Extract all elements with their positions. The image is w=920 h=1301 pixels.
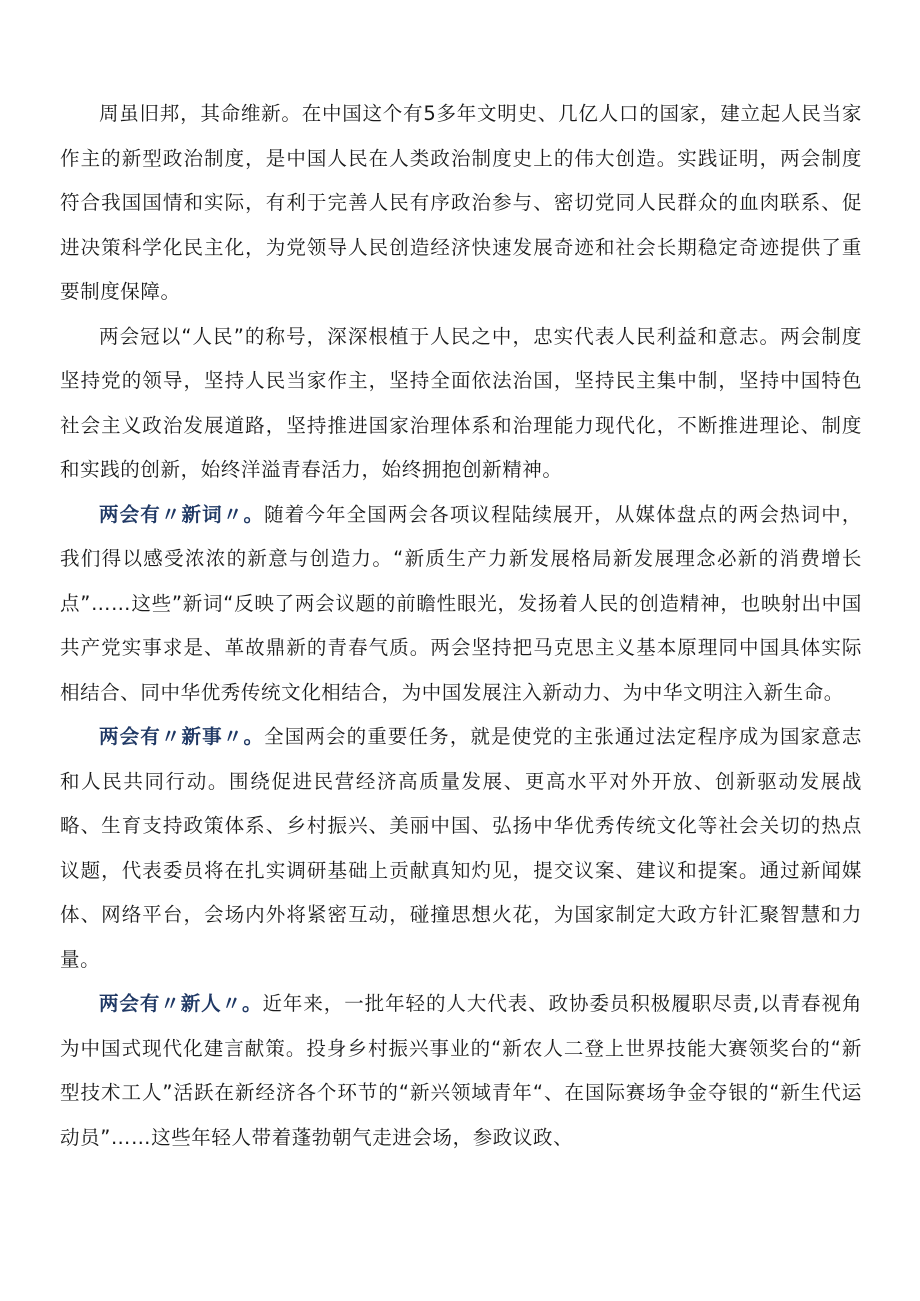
paragraph-new-words: [60, 493, 862, 716]
paragraph-heading: 两会有〃新词〃。: [99, 502, 265, 526]
paragraph-body: 周虽旧邦，其命维新。在中国这个有5多年文明史、几亿人口的国家，建立起人民当家作主的新型政治制度，是中国人民在人类政治制度史上的伟大创造。实践证明，两会制度符合我国国情和实际，有利于完善人民有序政治参与、密切党同人民群众的血肉联系、促进决策科学化民主化，为党领导人民创造经济快速发展奇迹和社会长期稳定奇迹提供了重要制度保障。: [60, 102, 862, 303]
paragraph-heading: 两会有〃新事〃。: [99, 725, 265, 748]
paragraph-body: 全国两会的重要任务，就是使党的主张通过法定程序成为国家意志和人民共同行动。围绕促进民营经济高质量发展、更高水平对外开放、创新驱动发展战略、生育支持政策体系、乡村振兴、美丽中国、弘扬中华优秀传统文化等社会关切的热点议题，代表委员将在扎实调研基础上贡献真知灼见，提交议案、建议和提案。通过新闻媒体、网络平台，会场内外将紧密互动，碰撞思想火花，为国家制定大政方针汇聚智慧和力量。: [60, 725, 862, 971]
paragraph-new-things: [60, 715, 862, 982]
document-body: [60, 92, 862, 1160]
paragraph-body: 近年来，一批年轻的人大代表、政协委员积极履职尽责,以青春视角为中国式现代化建言献策。投身乡村振兴事业的“新农人二登上世界技能大赛领奖台的“新型技术工人”活跃在新经济各个环节的“新兴领域青年“、在国际赛场争金夺银的“新生代运动员”……这些年轻人带着蓬勃朝气走进会场，参政议政、: [60, 992, 862, 1149]
paragraph-new-people: [60, 982, 862, 1160]
paragraph-heading: 两会有〃新人〃。: [99, 992, 263, 1015]
paragraph-people: [60, 315, 862, 493]
paragraph-intro: [60, 92, 862, 315]
paragraph-body: 两会冠以“人民”的称号，深深根植于人民之中，忠实代表人民利益和意志。两会制度坚持党的领导，坚持人民当家作主，坚持全面依法治国，坚持民主集中制，坚持中国特色社会主义政治发展道路，坚持推进国家治理体系和治理能力现代化，不断推进理论、制度和实践的创新，始终洋溢青春活力，始终拥抱创新精神。: [60, 324, 862, 481]
paragraph-body: 随着今年全国两会各项议程陆续展开，从媒体盘点的两会热词中，我们得以感受浓浓的新意与创造力。“新质生产力新发展格局新发展理念必新的消费增长点”……这些”新词“反映了两会议题的前瞻性眼光，发扬着人民的创造精神，也映射出中国共产党实事求是、革故鼎新的青春气质。两会坚持把马克思主义基本原理同中国具体实际相结合、同中华优秀传统文化相结合，为中国发展注入新动力、为中华文明注入新生命。: [60, 502, 862, 704]
